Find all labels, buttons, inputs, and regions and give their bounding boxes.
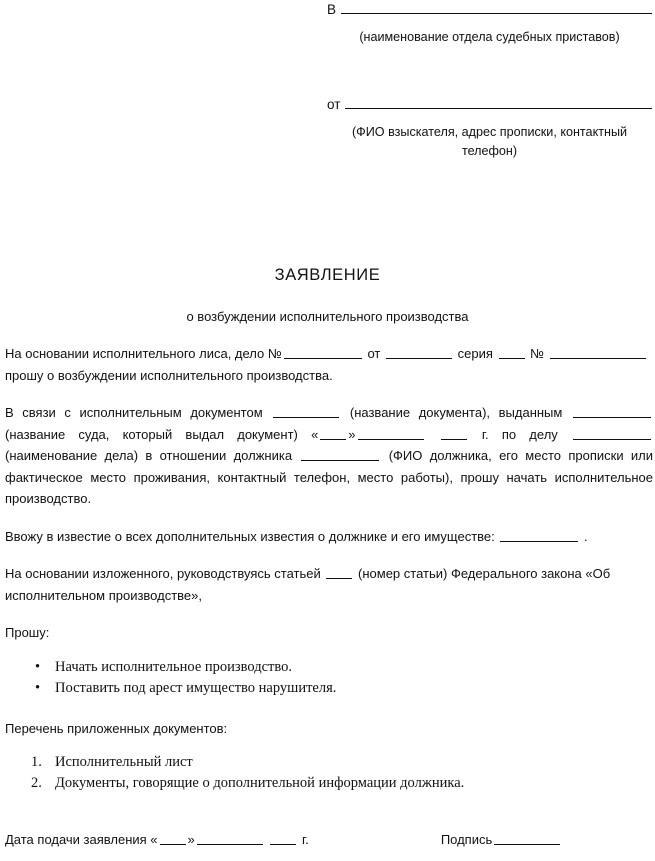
submission-date — [5, 832, 309, 847]
list-item — [5, 773, 653, 794]
addressee-from-caption: (ФИО взыскателя, адрес прописки, контактный телефон) — [351, 125, 628, 158]
signature-label: Подпись — [440, 832, 493, 847]
body-spacer-7 — [5, 739, 653, 752]
addressee-from-blank[interactable] — [345, 95, 652, 109]
requests-list-block — [5, 657, 653, 699]
addressee-to-blank[interactable] — [341, 0, 652, 14]
p1-text-e: прошу о возбуждении исполнительного производства. — [5, 367, 333, 383]
list-item — [5, 657, 653, 678]
notice-blank[interactable] — [500, 529, 578, 542]
body-spacer-4 — [5, 606, 653, 622]
body-spacer-6 — [5, 699, 653, 718]
requests-list — [5, 657, 653, 699]
date-suffix-label: г. — [302, 832, 309, 847]
series-blank[interactable] — [499, 346, 525, 359]
document-footer — [5, 832, 653, 847]
submission-day-blank[interactable] — [160, 832, 186, 845]
addressee-from-line — [327, 95, 652, 114]
p1-text-b: от — [367, 346, 381, 361]
series-number-blank[interactable] — [550, 346, 646, 359]
document-subtitle: о возбуждении исполнительного производства — [186, 309, 469, 324]
p2-text-a: В связи с исполнительным документом — [5, 405, 263, 420]
debtor-blank[interactable] — [301, 448, 379, 461]
list-item — [5, 678, 653, 699]
issuer-blank[interactable] — [573, 405, 651, 418]
p3-text-b: . — [584, 528, 588, 544]
case-number-blank[interactable] — [284, 346, 362, 359]
submission-month-blank[interactable] — [197, 832, 263, 845]
attachments-list — [5, 752, 653, 794]
issue-day-blank[interactable] — [320, 427, 346, 440]
issue-month-blank[interactable] — [358, 427, 424, 440]
addressee-to-line — [327, 0, 652, 19]
date-prefix-label: Дата подачи заявления « — [5, 832, 158, 847]
p2-text-g: (ФИО должника, его место прописки или фактическое место проживания, контактный телефон, место работы), прошу начать исполнительное производство. — [5, 448, 654, 506]
case-title-blank[interactable] — [573, 427, 651, 440]
request-label: Прошу: — [5, 625, 50, 640]
addressee-from-prefix: от — [327, 97, 341, 112]
p4-text-a: На основании изложенного, руководствуясь статьей — [5, 566, 321, 581]
paragraph-executive-document — [5, 402, 653, 510]
addressee-header — [327, 0, 652, 161]
body-spacer-2 — [5, 510, 653, 526]
signature-field — [441, 832, 562, 847]
p2-text-b: (название документа), выданным — [349, 405, 563, 420]
header-spacer — [327, 47, 652, 95]
p2-text-f: (наименование дела) в отношении должника — [5, 448, 293, 463]
addressee-to-caption: (наименование отдела судебных приставов) — [359, 30, 620, 44]
bullet-icon: • — [35, 679, 41, 696]
article-number-blank[interactable] — [326, 566, 352, 579]
bullet-icon: • — [35, 658, 41, 675]
p1-text-a: На основании исполнительного лиса, дело № — [5, 346, 282, 361]
list-item-label: Документы, говорящие о дополнительной информации должника. — [55, 775, 465, 791]
document-body — [5, 343, 653, 794]
attachments-list-block — [5, 752, 653, 794]
p1-text-d: № — [530, 346, 545, 361]
body-spacer-1 — [5, 386, 653, 402]
list-number: 1. — [31, 754, 42, 770]
date-mid-label: » — [187, 832, 195, 847]
p1-text-c: серия — [457, 346, 493, 361]
issue-year-blank[interactable] — [441, 427, 467, 440]
list-item — [5, 752, 653, 773]
case-date-blank[interactable] — [386, 346, 452, 359]
p2-text-c: (название суда, который выдал документ) « — [5, 426, 319, 442]
p3-text-a: Ввожу в известие о всех дополнительных известия о должнике и его имуществе: — [5, 528, 495, 544]
p2-text-e: г. по делу — [481, 426, 558, 442]
signature-blank[interactable] — [494, 832, 560, 845]
document-name-blank[interactable] — [273, 405, 339, 418]
list-number: 2. — [31, 775, 42, 791]
body-spacer-3 — [5, 547, 653, 563]
submission-year-blank[interactable] — [270, 832, 296, 845]
p4-text-b: (номер статьи) Федерального закона «Об исполнительном производстве», — [5, 566, 611, 603]
body-spacer-5 — [5, 644, 653, 657]
paragraph-notice — [5, 526, 653, 548]
paragraph-grounds — [5, 343, 653, 386]
attachments-label: Перечень приложенных документов: — [5, 720, 228, 736]
list-item-label: Начать исполнительное производство. — [55, 658, 292, 675]
p2-text-d: » — [348, 426, 356, 442]
paragraph-legal-basis — [5, 563, 653, 606]
addressee-to-prefix: В — [327, 2, 337, 17]
list-item-label: Поставить под арест имущество нарушителя. — [55, 679, 337, 696]
document-title: ЗАЯВЛЕНИЕ — [274, 266, 381, 284]
list-item-label: Исполнительный лист — [55, 754, 193, 770]
